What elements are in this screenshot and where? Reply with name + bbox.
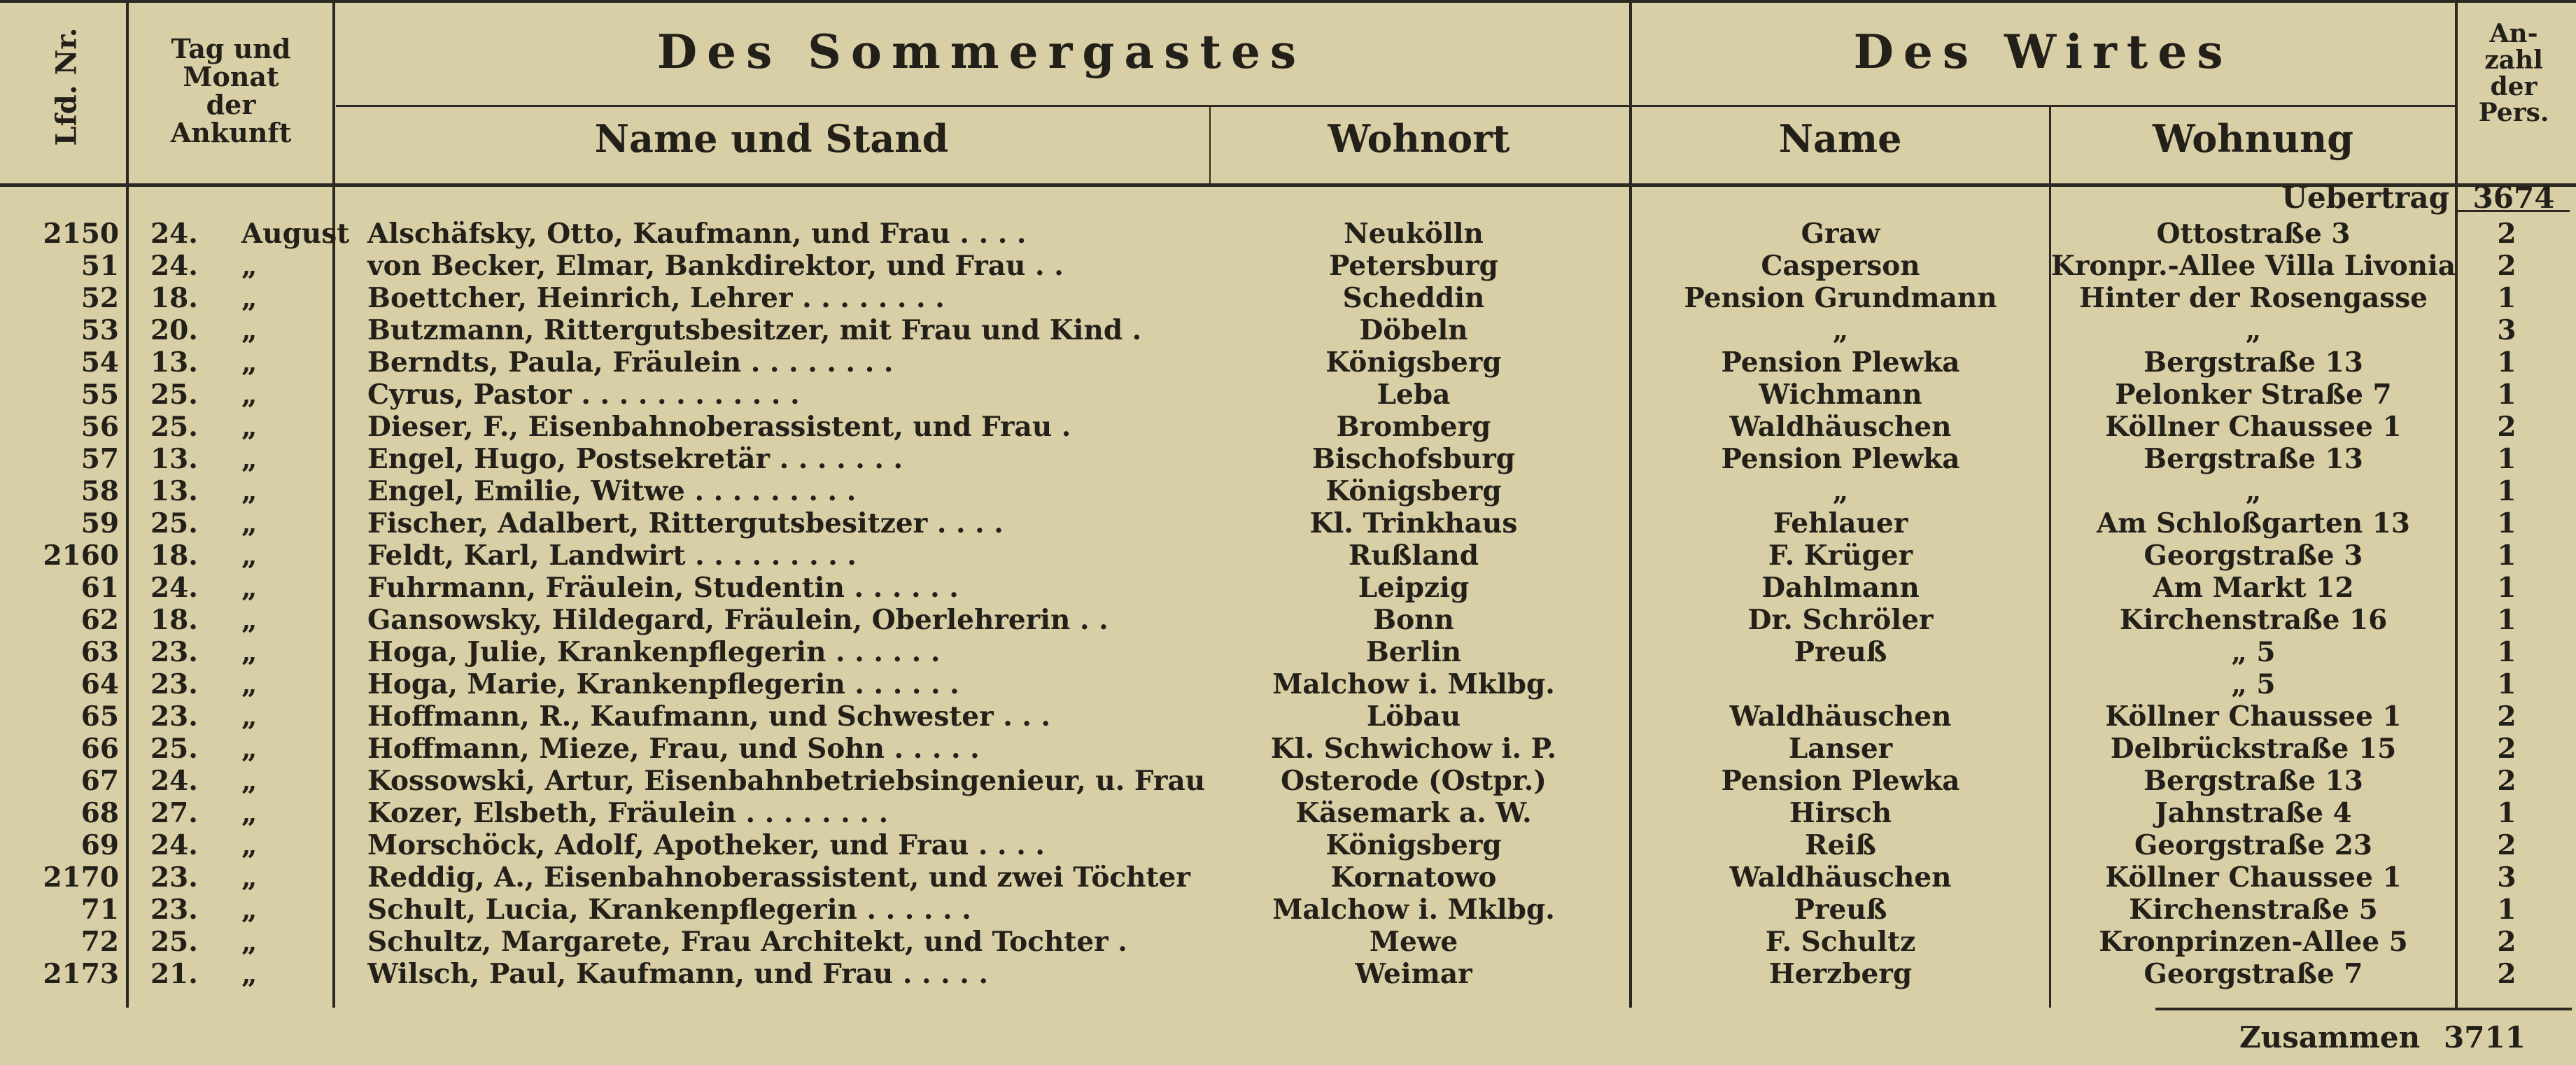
row-tag: 24.	[150, 218, 198, 250]
row-wohnung: Kirchenstraße 5	[2129, 894, 2378, 926]
row-name-stand: Kozer, Elsbeth, Fräulein . . . . . . . .	[367, 797, 889, 829]
row-wohnung: „	[2245, 475, 2262, 507]
row-nr: 2160	[43, 539, 119, 572]
row-nr: 71	[80, 894, 119, 926]
row-name-stand: Feldt, Karl, Landwirt . . . . . . . . .	[367, 539, 857, 572]
row-wirt-name: Hirsch	[1789, 797, 1892, 829]
row-wirt-name: Lanser	[1788, 733, 1893, 765]
row-name-stand: Dieser, F., Eisenbahnoberassistent, und Frau .	[367, 411, 1071, 443]
row-monat: „	[241, 765, 258, 797]
row-wirt-name: Pension Plewka	[1721, 765, 1960, 797]
row-monat: „	[241, 411, 258, 443]
row-tag: 18.	[150, 282, 198, 314]
row-tag: 18.	[150, 539, 198, 572]
row-nr: 66	[80, 733, 119, 765]
row-pers: 1	[2497, 797, 2517, 829]
row-wirt-name: Waldhäuschen	[1729, 861, 1952, 894]
row-monat: „	[241, 507, 258, 539]
row-nr: 59	[80, 507, 119, 539]
row-tag: 13.	[150, 443, 198, 475]
row-name-stand: Engel, Hugo, Postsekretär . . . . . . .	[367, 443, 903, 475]
row-nr: 2150	[43, 218, 119, 250]
row-wirt-name: F. Krüger	[1768, 539, 1913, 572]
row-wohnung: „ 5	[2231, 636, 2276, 668]
row-nr: 58	[80, 475, 119, 507]
row-pers: 2	[2497, 218, 2517, 250]
row-tag: 25.	[150, 379, 198, 411]
row-pers: 1	[2497, 282, 2517, 314]
row-wirt-name: Waldhäuschen	[1729, 411, 1952, 443]
header-wohnung: Wohnung	[2152, 116, 2354, 161]
row-pers: 1	[2497, 894, 2517, 926]
row-monat: „	[241, 250, 258, 282]
row-wohnort: Rußland	[1348, 539, 1479, 572]
zusammen-label: Zusammen	[2239, 1020, 2421, 1055]
row-wohnung: Georgstraße 3	[2144, 539, 2363, 572]
row-wohnort: Mewe	[1369, 926, 1458, 958]
header-wohnort: Wohnort	[1328, 116, 1510, 161]
row-pers: 1	[2497, 475, 2517, 507]
row-tag: 25.	[150, 733, 198, 765]
row-wohnung: Georgstraße 23	[2134, 829, 2373, 861]
row-nr: 63	[80, 636, 119, 668]
row-pers: 1	[2497, 379, 2517, 411]
row-wohnort: Bromberg	[1336, 411, 1491, 443]
header-anzahl-line2: zahl	[2484, 45, 2543, 75]
row-name-stand: Fuhrmann, Fräulein, Studentin . . . . . .	[367, 572, 959, 604]
row-wohnort: Weimar	[1355, 958, 1472, 990]
row-nr: 56	[80, 411, 119, 443]
row-nr: 52	[80, 282, 119, 314]
row-wohnort: Kl. Schwichow i. P.	[1270, 733, 1557, 765]
row-tag: 24.	[150, 765, 198, 797]
row-name-stand: Schultz, Margarete, Frau Architekt, und Tochter .	[367, 926, 1127, 958]
header-wirt-name: Name	[1778, 116, 1902, 161]
row-tag: 27.	[150, 797, 198, 829]
row-name-stand: Hoga, Marie, Krankenpflegerin . . . . . .	[367, 668, 959, 700]
row-tag: 23.	[150, 636, 198, 668]
row-wohnort: Bonn	[1373, 604, 1454, 636]
row-wohnort: Malchow i. Mklbg.	[1272, 668, 1555, 700]
row-monat: „	[241, 539, 258, 572]
row-nr: 2170	[43, 861, 119, 894]
row-monat: „	[241, 604, 258, 636]
row-tag: 13.	[150, 346, 198, 379]
row-wirt-name: Fehlauer	[1773, 507, 1908, 539]
row-name-stand: Butzmann, Rittergutsbesitzer, mit Frau und Kind .	[367, 314, 1142, 346]
row-name-stand: von Becker, Elmar, Bankdirektor, und Frau . .	[367, 250, 1064, 282]
row-tag: 13.	[150, 475, 198, 507]
header-tag-monat	[133, 35, 329, 147]
row-wohnung: Bergstraße 13	[2144, 443, 2363, 475]
row-wohnung: Kirchenstraße 16	[2119, 604, 2388, 636]
zusammen-rule	[2155, 1008, 2572, 1010]
row-wirt-name: „	[1832, 314, 1849, 346]
row-monat: „	[241, 314, 258, 346]
header-anzahl-line4: Pers.	[2478, 98, 2549, 128]
row-wohnung: Köllner Chaussee 1	[2105, 411, 2402, 443]
row-pers: 1	[2497, 539, 2517, 572]
row-name-stand: Hoffmann, R., Kaufmann, und Schwester . . .	[367, 700, 1051, 733]
row-wohnung: Köllner Chaussee 1	[2105, 861, 2402, 894]
row-tag: 24.	[150, 250, 198, 282]
row-name-stand: Hoga, Julie, Krankenpflegerin . . . . . .	[367, 636, 941, 668]
row-pers: 2	[2497, 765, 2517, 797]
row-nr: 64	[80, 668, 119, 700]
col-divider-date	[332, 0, 335, 1008]
row-name-stand: Hoffmann, Mieze, Frau, und Sohn . . . . .	[367, 733, 980, 765]
row-wirt-name: Dahlmann	[1761, 572, 1920, 604]
row-monat: August	[241, 218, 350, 250]
row-wirt-name: Waldhäuschen	[1729, 700, 1952, 733]
uebertrag-value: 3674	[2472, 181, 2555, 215]
subheader-rule	[336, 105, 2456, 107]
row-nr: 67	[80, 765, 119, 797]
row-wirt-name: Dr. Schröler	[1747, 604, 1934, 636]
row-wirt-name: Pension Grundmann	[1684, 282, 1997, 314]
row-tag: 23.	[150, 894, 198, 926]
row-tag: 18.	[150, 604, 198, 636]
row-pers: 1	[2497, 636, 2517, 668]
row-wohnung: Bergstraße 13	[2144, 765, 2363, 797]
row-nr: 55	[80, 379, 119, 411]
row-wirt-name: Graw	[1801, 218, 1880, 250]
row-nr: 2173	[43, 958, 119, 990]
row-name-stand: Cyrus, Pastor . . . . . . . . . . . .	[367, 379, 800, 411]
header-anzahl-line1: An-	[2489, 19, 2538, 48]
header-anzahl-line3: der	[2490, 71, 2538, 101]
header-sommergast: Des Sommergastes	[656, 24, 1307, 79]
row-nr: 57	[80, 443, 119, 475]
row-pers: 1	[2497, 604, 2517, 636]
row-pers: 2	[2497, 829, 2517, 861]
row-wohnort: Königsberg	[1325, 346, 1502, 379]
row-wohnort: Leba	[1377, 379, 1451, 411]
row-tag: 24.	[150, 572, 198, 604]
row-wohnort: Neukölln	[1344, 218, 1484, 250]
row-name-stand: Berndts, Paula, Fräulein . . . . . . . .	[367, 346, 894, 379]
row-tag: 23.	[150, 668, 198, 700]
row-wohnung: Am Schloßgarten 13	[2097, 507, 2410, 539]
header-tag-monat-line2: Monat	[183, 60, 279, 92]
row-nr: 53	[80, 314, 119, 346]
row-pers: 2	[2497, 733, 2517, 765]
row-nr: 62	[80, 604, 119, 636]
row-wirt-name: „	[1832, 475, 1849, 507]
row-wohnung: Hinter der Rosengasse	[2079, 282, 2428, 314]
row-pers: 2	[2497, 700, 2517, 733]
row-tag: 23.	[150, 861, 198, 894]
row-tag: 24.	[150, 829, 198, 861]
row-wirt-name: Pension Plewka	[1721, 443, 1960, 475]
row-monat: „	[241, 700, 258, 733]
row-nr: 51	[80, 250, 119, 282]
row-tag: 25.	[150, 507, 198, 539]
row-wohnort: Kl. Trinkhaus	[1309, 507, 1518, 539]
row-monat: „	[241, 282, 258, 314]
header-tag-monat-line3: der	[206, 88, 256, 120]
row-wohnung: „ 5	[2231, 668, 2276, 700]
row-nr: 68	[80, 797, 119, 829]
row-wohnort: Döbeln	[1359, 314, 1468, 346]
row-wohnort: Königsberg	[1325, 475, 1502, 507]
row-pers: 3	[2497, 314, 2517, 346]
row-monat: „	[241, 572, 258, 604]
row-name-stand: Alschäfsky, Otto, Kaufmann, und Frau . . . .	[367, 218, 1027, 250]
row-monat: „	[241, 668, 258, 700]
row-wohnung: Jahnstraße 4	[2155, 797, 2352, 829]
row-wirt-name: Wichmann	[1759, 379, 1922, 411]
row-name-stand: Gansowsky, Hildegard, Fräulein, Oberlehrerin . .	[367, 604, 1108, 636]
row-pers: 2	[2497, 411, 2517, 443]
row-nr: 61	[80, 572, 119, 604]
col-divider-nr	[126, 0, 129, 1008]
row-wohnung: Delbrückstraße 15	[2110, 733, 2397, 765]
row-pers: 1	[2497, 346, 2517, 379]
row-wohnung: Kronprinzen-Allee 5	[2099, 926, 2408, 958]
row-wohnort: Leipzig	[1358, 572, 1470, 604]
row-pers: 1	[2497, 572, 2517, 604]
row-name-stand: Boettcher, Heinrich, Lehrer . . . . . . . .	[367, 282, 945, 314]
row-tag: 25.	[150, 411, 198, 443]
row-wohnort: Scheddin	[1342, 282, 1485, 314]
row-pers: 1	[2497, 507, 2517, 539]
header-anzahl	[2458, 21, 2570, 127]
row-monat: „	[241, 861, 258, 894]
header-name-stand: Name und Stand	[594, 116, 949, 161]
row-wohnung: Köllner Chaussee 1	[2105, 700, 2402, 733]
row-wohnort: Königsberg	[1325, 829, 1502, 861]
row-monat: „	[241, 443, 258, 475]
header-lfd-nr: Lfd. Nr.	[50, 27, 83, 146]
row-wohnung: Kronpr.-Allee Villa Livonia	[2050, 250, 2456, 282]
zusammen-value: 3711	[2444, 1020, 2526, 1055]
row-wohnort: Petersburg	[1329, 250, 1498, 282]
row-wirt-name: Casperson	[1761, 250, 1920, 282]
row-wohnort: Berlin	[1365, 636, 1462, 668]
uebertrag-label: Uebertrag	[2281, 181, 2449, 215]
row-name-stand: Reddig, A., Eisenbahnoberassistent, und zwei Töchter	[367, 861, 1190, 894]
row-wohnort: Käsemark a. W.	[1295, 797, 1532, 829]
row-name-stand: Morschöck, Adolf, Apotheker, und Frau . . . .	[367, 829, 1045, 861]
header-tag-monat-line4: Ankunft	[170, 116, 292, 148]
row-pers: 2	[2497, 926, 2517, 958]
row-wirt-name: Pension Plewka	[1721, 346, 1960, 379]
row-name-stand: Schult, Lucia, Krankenpflegerin . . . . . .	[367, 894, 971, 926]
row-nr: 72	[80, 926, 119, 958]
row-wohnort: Osterode (Ostpr.)	[1281, 765, 1547, 797]
row-name-stand: Engel, Emilie, Witwe . . . . . . . . .	[367, 475, 857, 507]
row-pers: 2	[2497, 250, 2517, 282]
row-name-stand: Kossowski, Artur, Eisenbahnbetriebsingenieur, u. Frau	[367, 765, 1206, 797]
top-rule	[0, 0, 2576, 3]
row-name-stand: Fischer, Adalbert, Rittergutsbesitzer . . . .	[367, 507, 1004, 539]
row-wohnort: Löbau	[1366, 700, 1461, 733]
row-wirt-name: Preuß	[1794, 636, 1887, 668]
row-pers: 1	[2497, 668, 2517, 700]
row-wirt-name: F. Schultz	[1765, 926, 1916, 958]
row-monat: „	[241, 636, 258, 668]
row-wirt-name: Preuß	[1794, 894, 1887, 926]
row-wirt-name: Reiß	[1805, 829, 1876, 861]
row-monat: „	[241, 797, 258, 829]
row-monat: „	[241, 894, 258, 926]
row-monat: „	[241, 958, 258, 990]
row-wohnung: „	[2245, 314, 2262, 346]
header-wirt: Des Wirtes	[1853, 24, 2233, 79]
row-wohnort: Kornatowo	[1330, 861, 1497, 894]
row-wohnung: Georgstraße 7	[2144, 958, 2363, 990]
row-nr: 69	[80, 829, 119, 861]
row-wohnung: Pelonker Straße 7	[2115, 379, 2392, 411]
row-tag: 20.	[150, 314, 198, 346]
row-monat: „	[241, 733, 258, 765]
row-pers: 3	[2497, 861, 2517, 894]
row-wohnort: Bischofsburg	[1311, 443, 1516, 475]
row-monat: „	[241, 475, 258, 507]
row-name-stand: Wilsch, Paul, Kaufmann, und Frau . . . . .	[367, 958, 989, 990]
header-bottom-rule	[0, 183, 2576, 187]
row-monat: „	[241, 346, 258, 379]
row-nr: 54	[80, 346, 119, 379]
row-monat: „	[241, 926, 258, 958]
header-tag-monat-line1: Tag und	[171, 33, 291, 64]
row-monat: „	[241, 379, 258, 411]
row-pers: 1	[2497, 443, 2517, 475]
row-wohnort: Malchow i. Mklbg.	[1272, 894, 1555, 926]
row-tag: 23.	[150, 700, 198, 733]
row-wohnung: Am Markt 12	[2153, 572, 2354, 604]
row-wohnung: Ottostraße 3	[2156, 218, 2351, 250]
row-wohnung: Bergstraße 13	[2144, 346, 2363, 379]
row-nr: 65	[80, 700, 119, 733]
row-tag: 21.	[150, 958, 198, 990]
row-wirt-name: Herzberg	[1768, 958, 1913, 990]
row-tag: 25.	[150, 926, 198, 958]
row-pers: 2	[2497, 958, 2517, 990]
row-monat: „	[241, 829, 258, 861]
